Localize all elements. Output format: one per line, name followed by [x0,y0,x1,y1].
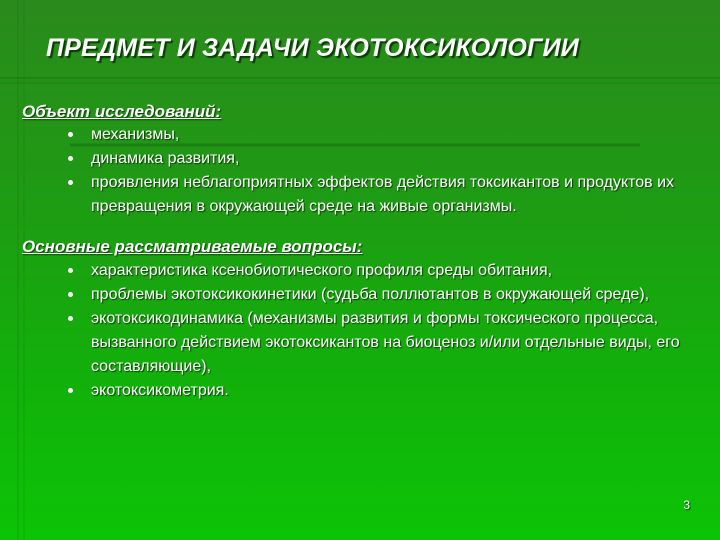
list-item-text: экотоксикодинамика (механизмы развития и формы токсического процесса, вызванного действием экотоксикантов на биоценоз и/или отдельные виды, его составляющие), [91,310,680,375]
research-object-list [68,123,708,219]
list-item [68,147,708,171]
list-item-text: проблемы экотоксикокинетики (судьба поллютантов в окружающей среде), [91,286,650,303]
list-item-text: динамика развития, [91,150,240,167]
bullet-icon [68,268,73,273]
list-item-text: характеристика ксенобиотического профиля среды обитания, [91,262,553,279]
list-item-text: проявления неблагоприятных эффектов действия токсикантов и продуктов их превращения в окружающей среде на живые организмы. [91,174,675,215]
bullet-icon [68,292,73,297]
list-item [68,259,708,283]
slide-title: ПРЕДМЕТ И ЗАДАЧИ ЭКОТОКСИКОЛОГИИ [46,34,579,62]
section-label-main-questions: Основные рассматриваемые вопросы: [22,237,363,256]
bullet-icon [68,388,73,393]
bullet-icon [68,180,73,185]
bullet-icon [68,316,73,321]
page-number: 3 [683,498,690,512]
list-item [68,379,708,403]
bullet-icon [68,132,73,137]
list-item [68,171,708,219]
list-item-text: экотоксикометрия. [91,382,229,399]
list-item [68,283,708,307]
list-item [68,123,708,147]
list-item [68,307,708,379]
section-label-research-object: Объект исследований: [22,102,222,121]
bullet-icon [68,156,73,161]
list-item-text: механизмы, [91,126,180,143]
main-questions-list [68,259,708,403]
